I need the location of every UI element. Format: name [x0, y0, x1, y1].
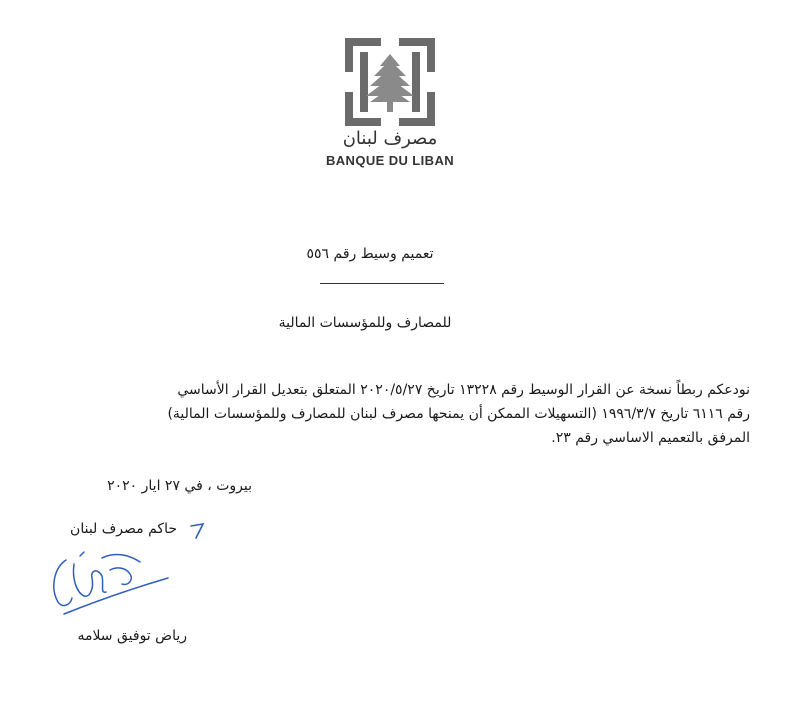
body-paragraph — [60, 378, 750, 450]
signature-icon — [44, 548, 174, 620]
addressee: للمصارف وللمؤسسات المالية — [278, 315, 452, 331]
bank-name-arabic: مصرف لبنان — [342, 128, 438, 149]
initial-mark-icon — [188, 522, 208, 540]
body-line: نودعكم ربطاً نسخة عن القرار الوسيط رقم ١٣٢٢٨ تاريخ ٢٠٢٠/٥/٢٧ المتعلق بتعديل القرار الأساسي — [177, 382, 750, 398]
signer-name: رياض توفيق سلامه — [77, 628, 187, 644]
body-line: رقم ٦١١٦ تاريخ ١٩٩٦/٣/٧ (التسهيلات الممكن أن يمنحها مصرف لبنان للمصارف وللمؤسسات المالية) — [167, 406, 750, 422]
place-and-date: بيروت ، في ٢٧ ايار ٢٠٢٠ — [107, 478, 252, 494]
bank-name-latin: BANQUE DU LIBAN — [325, 153, 455, 168]
circular-title: تعميم وسيط رقم ٥٥٦ — [306, 246, 434, 262]
bank-logo — [300, 36, 480, 176]
title-underline — [320, 283, 444, 284]
cedar-emblem-icon — [300, 36, 480, 128]
signer-role: حاكم مصرف لبنان — [70, 521, 177, 537]
body-line: المرفق بالتعميم الاساسي رقم ٢٣. — [551, 430, 750, 446]
